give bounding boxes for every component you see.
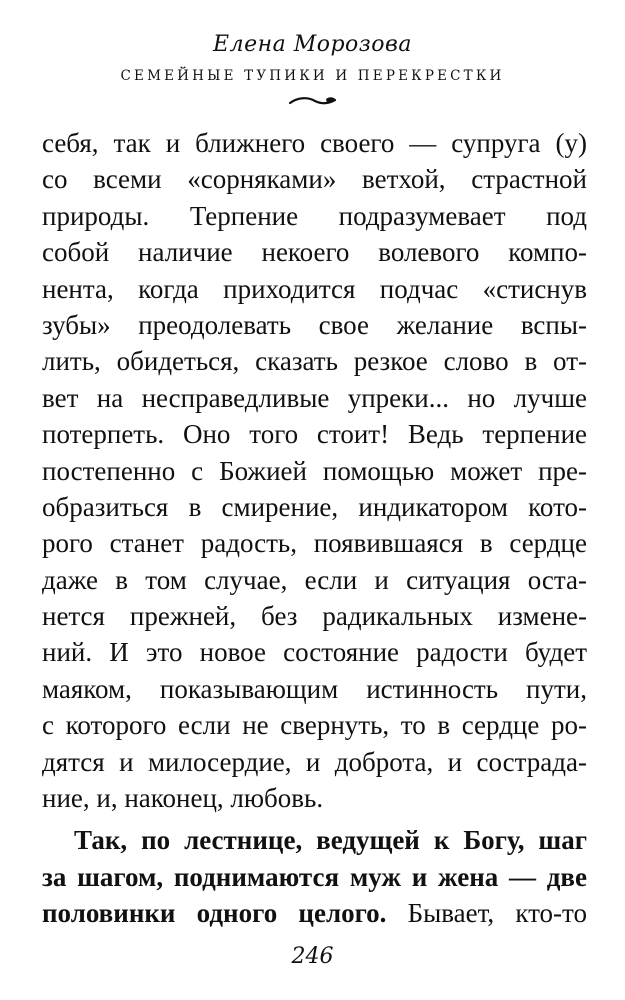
text-line: даже в том случае, если и ситуация оста- <box>42 564 587 595</box>
bold-text: половинки одного целого. <box>42 898 387 929</box>
text-line: нента, когда приходится подчас «стиснув <box>42 273 587 304</box>
author-name: Елена Морозова <box>213 32 412 57</box>
page-number: 246 <box>291 944 334 969</box>
running-head <box>0 30 625 108</box>
text-line: со всеми «сорняками» ветхой, страстной <box>42 164 587 195</box>
text-line: постепенно с Божией помощью может пре- <box>42 455 587 486</box>
text-line: вет на несправедливые упреки... но лучше <box>42 382 587 413</box>
paragraph-1 <box>42 125 587 816</box>
bold-text: Так, по лестнице, ведущей к Богу, шаг <box>74 825 587 856</box>
body-text <box>42 125 587 932</box>
text-line: собой наличие некоего волевого компо- <box>42 237 587 268</box>
text-line: природы. Терпение подразумевает под <box>42 200 587 231</box>
text-line: зубы» преодолевать свое желание вспы- <box>42 309 587 340</box>
book-title: СЕМЕЙНЫЕ ТУПИКИ И ПЕРЕКРЕСТКИ <box>120 68 505 84</box>
bold-text: за шагом, поднимаются муж и жена — две <box>42 861 587 892</box>
text-line: с которого если не свернуть, то в сердце ро- <box>42 710 587 741</box>
paragraph-2 <box>42 822 587 931</box>
text-line: маяком, показывающим истинность пути, <box>42 673 587 704</box>
text-line: нется прежней, без радикальных измене- <box>42 601 587 632</box>
text-line: лить, обидеться, сказать резкое слово в от- <box>42 346 587 377</box>
text-line: ние, и, наконец, любовь. <box>42 783 324 814</box>
text-line: потерпеть. Оно того стоит! Ведь терпение <box>42 419 587 450</box>
text-line <box>42 822 587 858</box>
ornament-icon <box>286 94 340 108</box>
text-line <box>42 895 587 931</box>
text-line: себя, так и ближнего своего — супруга (у) <box>42 128 587 158</box>
text-line: образиться в смирение, индикатором кото- <box>42 491 587 522</box>
text-line: дятся и милосердие, и доброта, и сострада- <box>42 746 587 777</box>
text-line <box>42 859 587 895</box>
text-line: ний. И это новое состояние радости будет <box>42 637 587 668</box>
regular-text: Бывает, кто-то <box>386 898 587 929</box>
text-line: рого станет радость, появившаяся в сердце <box>42 528 587 559</box>
